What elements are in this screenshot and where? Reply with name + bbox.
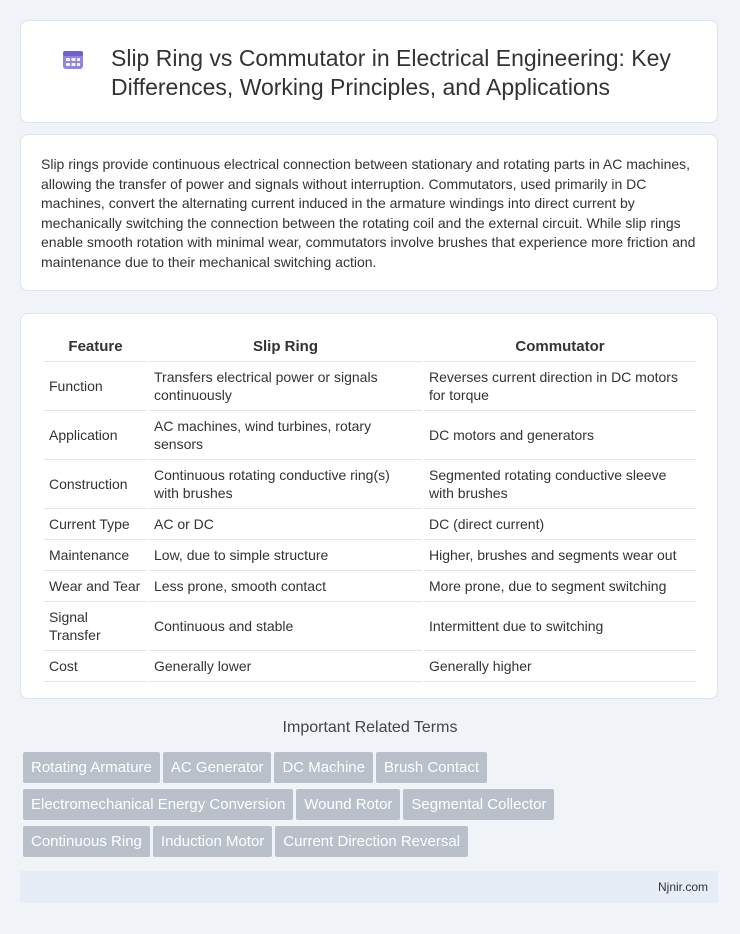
table-icon — [61, 48, 85, 72]
tag-rotating-armature[interactable]: Rotating Armature — [23, 752, 160, 783]
table-row — [44, 571, 696, 602]
cell-slip-ring: Continuous rotating conductive ring(s) with brushes — [149, 460, 422, 509]
intro-card — [20, 134, 718, 291]
comparison-table — [42, 332, 698, 682]
header-card — [20, 20, 718, 123]
cell-commutator: DC motors and generators — [424, 411, 696, 460]
related-terms-tags — [23, 752, 723, 863]
title-wrap — [61, 44, 701, 102]
tag-current-direction-reversal[interactable]: Current Direction Reversal — [275, 826, 468, 857]
header-feature: Feature — [44, 332, 147, 362]
intro-paragraph: Slip rings provide continuous electrical connection between stationary and rotating parts in AC machines, allowing the transfer of power and signals without interruption. Commutators, used primarily in DC machines, convert the alternating current induced in the armature windings into direct current by mechanically switching the connection between the rotating coil and the external circuit. While slip rings enable smooth rotation with minimal wear, commutators involve brushes that experience more friction and maintenance due to their mechanical switching action. — [41, 156, 696, 270]
table-row — [44, 509, 696, 540]
header-commutator: Commutator — [424, 332, 696, 362]
cell-slip-ring: Transfers electrical power or signals continuously — [149, 362, 422, 411]
tag-ac-generator[interactable]: AC Generator — [163, 752, 272, 783]
cell-feature: Current Type — [44, 509, 147, 540]
cell-commutator: Intermittent due to switching — [424, 602, 696, 651]
cell-commutator: More prone, due to segment switching — [424, 571, 696, 602]
cell-slip-ring: AC or DC — [149, 509, 422, 540]
cell-slip-ring: Less prone, smooth contact — [149, 571, 422, 602]
footer — [20, 871, 718, 903]
tag-wound-rotor[interactable]: Wound Rotor — [296, 789, 400, 820]
table-row — [44, 362, 696, 411]
cell-slip-ring: Low, due to simple structure — [149, 540, 422, 571]
cell-feature: Cost — [44, 651, 147, 682]
comparison-table-card — [20, 313, 718, 699]
table-row — [44, 540, 696, 571]
cell-commutator: DC (direct current) — [424, 509, 696, 540]
cell-commutator: Reverses current direction in DC motors for torque — [424, 362, 696, 411]
tag-dc-machine[interactable]: DC Machine — [274, 752, 373, 783]
cell-commutator: Segmented rotating conductive sleeve with brushes — [424, 460, 696, 509]
related-terms-title: Important Related Terms — [282, 719, 458, 736]
header-slip-ring: Slip Ring — [149, 332, 422, 362]
tag-segmental-collector[interactable]: Segmental Collector — [403, 789, 554, 820]
tag-induction-motor[interactable]: Induction Motor — [153, 826, 272, 857]
table-row — [44, 460, 696, 509]
table-row — [44, 411, 696, 460]
cell-feature: Construction — [44, 460, 147, 509]
cell-slip-ring: AC machines, wind turbines, rotary sensors — [149, 411, 422, 460]
cell-feature: Signal Transfer — [44, 602, 147, 651]
tag-brush-contact[interactable]: Brush Contact — [376, 752, 487, 783]
cell-feature: Function — [44, 362, 147, 411]
page-title: Slip Ring vs Commutator in Electrical Engineering: Key Differences, Working Principles, and Applications — [111, 45, 671, 100]
cell-slip-ring: Continuous and stable — [149, 602, 422, 651]
cell-feature: Maintenance — [44, 540, 147, 571]
cell-commutator: Generally higher — [424, 651, 696, 682]
footer-site-link[interactable]: Njnir.com — [657, 880, 708, 894]
cell-slip-ring: Generally lower — [149, 651, 422, 682]
tag-electromechanical-energy-conversion[interactable]: Electromechanical Energy Conversion — [23, 789, 293, 820]
table-header-row — [44, 332, 696, 362]
table-row — [44, 602, 696, 651]
cell-feature: Wear and Tear — [44, 571, 147, 602]
table-row — [44, 651, 696, 682]
cell-feature: Application — [44, 411, 147, 460]
cell-commutator: Higher, brushes and segments wear out — [424, 540, 696, 571]
tag-continuous-ring[interactable]: Continuous Ring — [23, 826, 150, 857]
